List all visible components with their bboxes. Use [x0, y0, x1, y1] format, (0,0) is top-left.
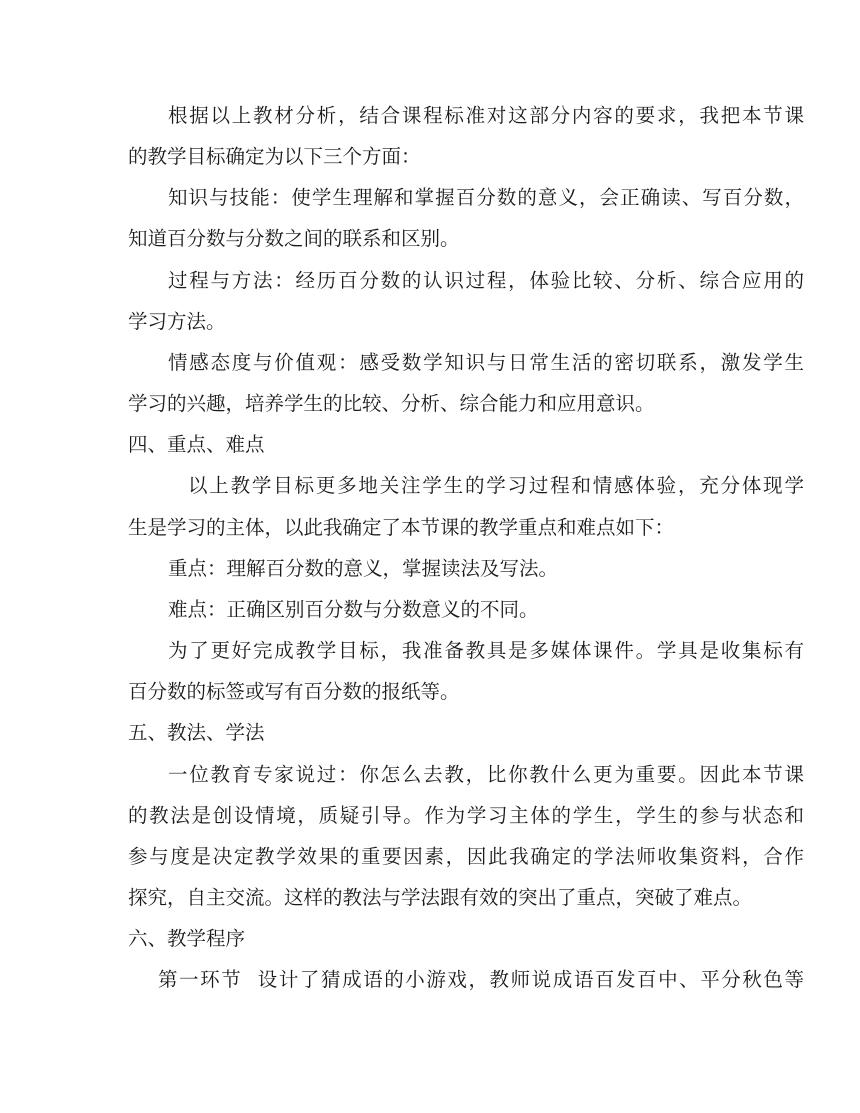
- text-line: 根据以上教材分析，结合课程标准对这部分内容的要求，我把本节课: [168, 104, 804, 127]
- text-line: 参与度是决定教学效果的重要因素，因此我确定的学法师收集资料，合作: [128, 845, 804, 868]
- section-heading: 五、教法、学法: [128, 721, 265, 744]
- text-line: 情感态度与价值观：感受数学知识与日常生活的密切联系，激发学生: [168, 351, 804, 374]
- text-line: 生是学习的主体，以此我确定了本节课的教学重点和难点如下：: [128, 516, 675, 539]
- text-line: 知识与技能：使学生理解和掌握百分数的意义，会正确读、写百分数，: [168, 186, 804, 209]
- text-line: 知道百分数与分数之间的联系和区别。: [128, 227, 460, 250]
- text-line: 一位教育专家说过：你怎么去教，比你教什么更为重要。因此本节课: [168, 763, 804, 786]
- text-line: 以上教学目标更多地关注学生的学习过程和情感体验，充分体现学: [188, 474, 804, 497]
- text-line: 的教学目标确定为以下三个方面：: [128, 145, 421, 168]
- text-line: 重点：理解百分数的意义，掌握读法及写法。: [168, 557, 559, 580]
- text-line: 学习方法。: [128, 310, 226, 333]
- text-line: 百分数的标签或写有百分数的报纸等。: [128, 680, 460, 703]
- text-line: 难点：正确区别百分数与分数意义的不同。: [168, 598, 539, 621]
- text-line: 的教法是创设情境，质疑引导。作为学习主体的学生，学生的参与状态和: [128, 804, 804, 827]
- text-line: 探究，自主交流。这样的教法与学法跟有效的突出了重点，突破了难点。: [128, 886, 753, 909]
- text-line: 学习的兴趣，培养学生的比较、分析、综合能力和应用意识。: [128, 392, 655, 415]
- text-line: 为了更好完成教学目标，我准备教具是多媒体课件。学具是收集标有: [168, 639, 804, 662]
- section-heading: 四、重点、难点: [128, 433, 265, 456]
- text-line: 第一环节 设计了猜成语的小游戏，教师说成语百发百中、平分秋色等: [158, 968, 804, 991]
- text-line: 过程与方法：经历百分数的认识过程，体验比较、分析、综合应用的: [168, 269, 804, 292]
- section-heading: 六、教学程序: [128, 927, 246, 950]
